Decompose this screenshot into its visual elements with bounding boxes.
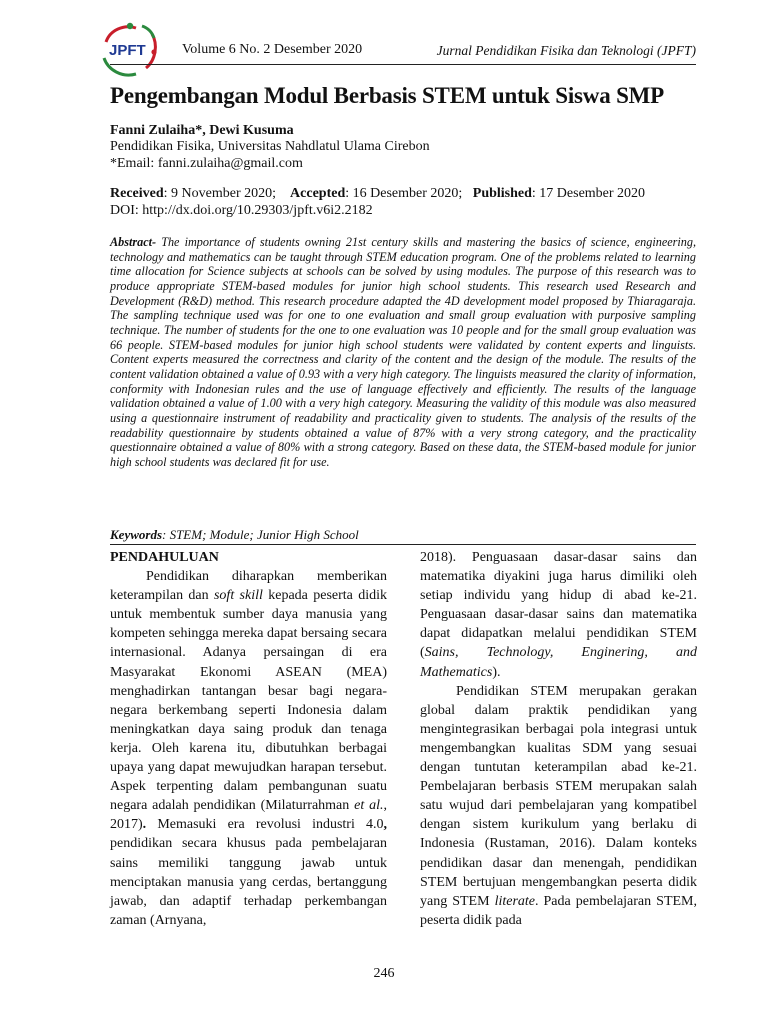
volume-info: Volume 6 No. 2 Desember 2020 [182, 42, 363, 57]
received-label: Received [110, 186, 164, 201]
page-number: 246 [373, 966, 395, 981]
abstract-text: The importance of students owning 21st century skills and mastering the basics of science, engineering, technology and mathematics can be taught through STEM education program. One of the problems related to learning time allocation for Science subjects at schools can be solved by using modules. The purpose of this research was to produce appropriate STEM-based modules for junior high school students. This research used Research and Development (R&D) method. This research procedure adapted the 4D development model proposed by Thiaragaraja. The sampling technique used was for one to one evaluation and small group evaluation with purposive sampling technique. The number of students for the one to one evaluation was 10 people and for the small group evaluation was 66 people. STEM-based modules for junior high school students were validated by content experts and linguists. Content experts measured the correctness and clarity of the content and the design of the module. The results of the content validation obtained a value of 0.93 with a very high category. The linguists measured the clarity of information, conformity with Indonesian rules and the use of language effectively and efficiently. The results of the language validation obtained a value of 1.00 with a very high category. Measuring the validity of this module was also measured using a questionnaire instrument of readability and practicality given to students. The analysis of the results of the readability questionnaire by students obtained a value of 87% with a very strong category, and the practicality questionnaire obtained a value of 80% with a strong category. Based on these data, the STEM-based module for junior high school students was declared fit for use. [110, 235, 697, 469]
body-column-right [420, 548, 697, 930]
doi-link[interactable]: DOI: http://dx.doi.org/10.29303/jpft.v6i2.2182 [110, 203, 373, 218]
text-run: 2018). Penguasaan dasar-dasar sains dan matematika diyakini juga harus dimiliki oleh setiap individu yang hidup di abad ke-21. Penguasaan dasar-dasar sains dan matematika dapat didapatkan melalui pendidikan STEM ( [420, 550, 697, 661]
jpft-logo [96, 20, 164, 78]
keywords-text: : STEM; Module; Junior High School [162, 527, 359, 542]
text-run: ). [492, 664, 501, 680]
received-date: : 9 November 2020; [163, 186, 277, 201]
article-title: Pengembangan Modul Berbasis STEM untuk Siswa SMP [110, 83, 665, 108]
section-heading: PENDAHULUAN [110, 550, 219, 565]
accepted-date: : 16 Desember 2020; [345, 186, 463, 201]
affiliation: Pendidikan Fisika, Universitas Nahdlatul Ulama Cirebon [110, 139, 430, 154]
header-divider [110, 64, 696, 65]
logo-dot-icon [151, 49, 156, 54]
text-run-bold: . [142, 817, 147, 833]
logo-dot-icon [127, 23, 133, 29]
text-run: Pendidikan diharapkan memberikan keterampilan dan [110, 569, 387, 604]
article-dates [110, 185, 645, 202]
keywords-label: Keywords [110, 527, 162, 542]
text-run: Memasuki era revolusi industri 4.0 [146, 817, 384, 833]
author-list: Fanni Zulaiha*, Dewi Kusuma [110, 123, 294, 138]
paragraph [420, 548, 697, 682]
text-run: pendidikan secara khusus pada pembelajaran sains memiliki tanggung jawab untuk menciptakan manusia yang cerdas, bertanggung jawab, dan adaptif terhadap perkembangan zaman (Arnyana, [110, 836, 387, 928]
abstract-label: Abstract- [110, 235, 157, 249]
text-run: kepada peserta didik untuk membentuk sumber daya manusia yang kompeten sehingga mereka dapat bersaing secara internasional. Adanya persaingan di era Masyarakat Ekonomi ASEAN (MEA) menghadirkan tantangan besar bagi negara-negara berkembang seperti Indonesia dalam meningkatkan daya saing produk dan tenaga kerja. Oleh karena itu, dibutuhkan berbagai upaya yang dapat mewujudkan harapan tersebut. Aspek terpenting dalam pembangunan suatu negara adalah pendidikan (Milaturrahman [110, 588, 387, 814]
paragraph [420, 682, 697, 930]
published-label: Published [472, 186, 532, 201]
text-run-italic: Sains, Technology, Enginering, and Mathematics [420, 645, 697, 680]
author-email: *Email: fanni.zulaiha@gmail.com [110, 156, 303, 171]
text-run: . Pada pembelajaran STEM, peserta didik pada [420, 893, 697, 928]
journal-name: Jurnal Pendidikan Fisika dan Teknologi (JPFT) [436, 43, 696, 58]
published-date: : 17 Desember 2020 [531, 186, 646, 201]
body-column-left [110, 548, 387, 930]
text-run-italic: soft skill [213, 588, 263, 604]
text-run-bold: , [383, 817, 387, 833]
abstract [110, 235, 696, 470]
keywords-divider [110, 544, 696, 545]
text-run-italic: literate [494, 893, 536, 909]
keywords [110, 527, 359, 543]
logo-text: JPFT [109, 42, 146, 59]
text-run: , 2017) [110, 798, 387, 833]
paragraph [110, 567, 387, 930]
text-run-italic: et al. [354, 798, 384, 814]
text-run: Pendidikan STEM merupakan gerakan global dalam praktik pendidikan yang mengintegrasikan berbagai pola integrasi untuk mengembangkan kualitas SDM yang sesuai dengan tuntutan keterampilan abad ke-21. Pembelajaran berbasis STEM merupakan salah satu wujud dari pembelajaran yang kompatibel dengan sistem kurikulum yang berlaku di Indonesia (Rustaman, 2016). Dalam konteks pendidikan dasar dan menengah, pendidikan STEM bertujuan mengembangkan peserta didik yang STEM [420, 683, 697, 909]
accepted-label: Accepted [290, 186, 346, 201]
